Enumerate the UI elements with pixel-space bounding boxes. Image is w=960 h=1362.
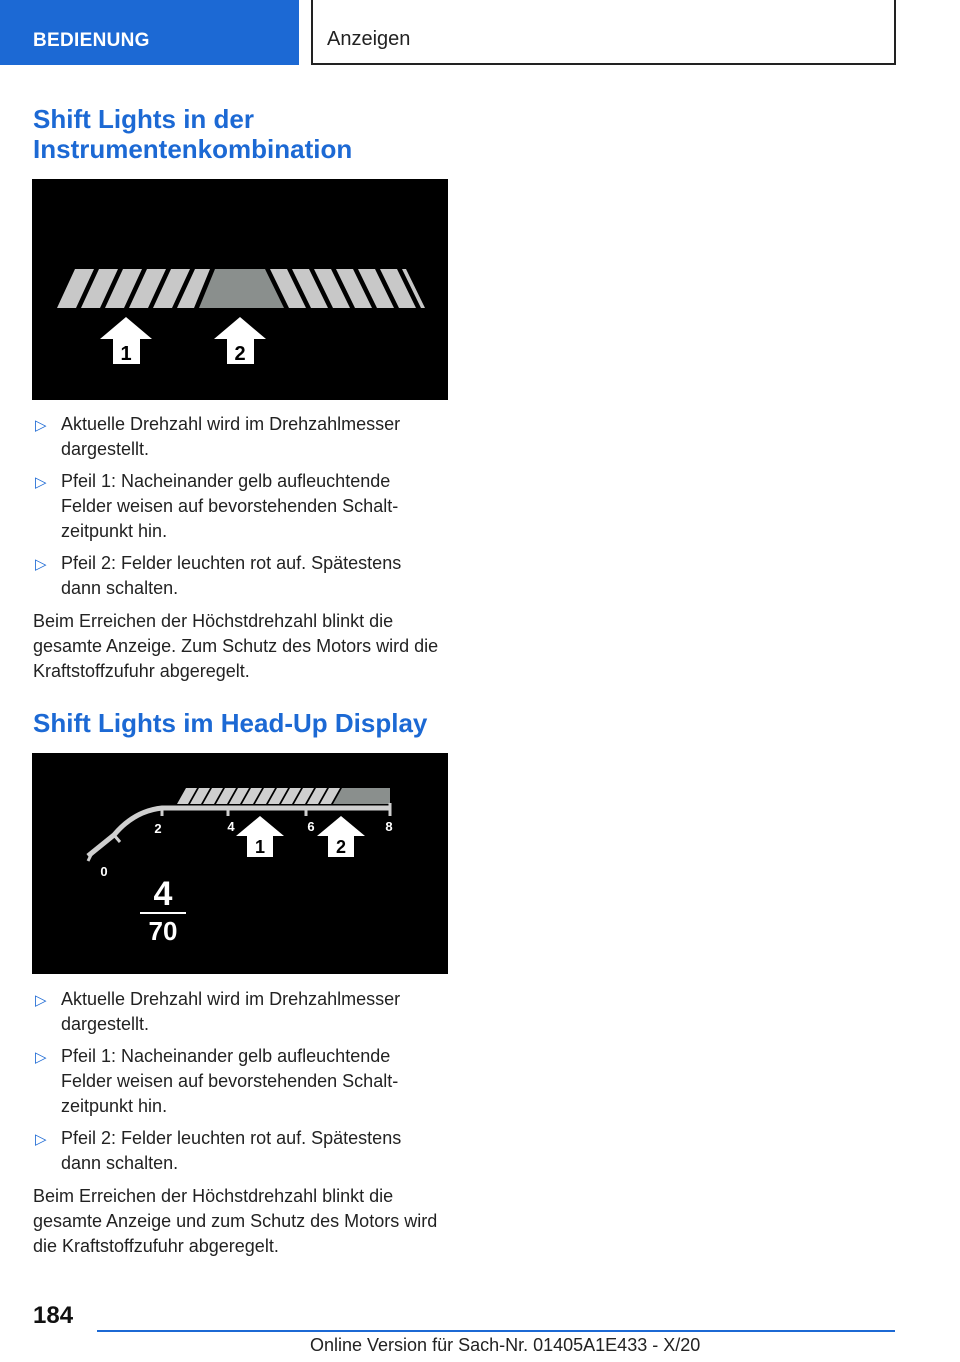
shift-lights-illustration	[32, 179, 448, 400]
hud-gear-value: 4	[153, 875, 173, 913]
header-section-label: BEDIENUNG	[33, 30, 150, 51]
scale-label-8: 8	[385, 819, 393, 834]
section2-paragraph: Beim Erreichen der Höchstdrehzahl blinkt die gesamte Anzeige und zum Schutz des Motors wird die Kraftstoffzufuhr abgeregelt.	[33, 1186, 438, 1256]
header-section-tab	[0, 0, 299, 65]
triangle-bullet-icon: ▷	[35, 992, 47, 1009]
header-chapter-box	[311, 0, 896, 65]
triangle-bullet-icon: ▷	[35, 474, 47, 491]
section1-paragraph: Beim Erreichen der Höchstdrehzahl blinkt die gesamte Anzeige. Zum Schutz des Motors wird die Kraftstoffzufuhr abgeregelt.	[33, 611, 439, 681]
section2-bullet-list	[33, 987, 443, 1183]
instrument-cluster-figure	[32, 179, 448, 400]
scale-label-2: 2	[154, 821, 162, 836]
list-item: ▷ Aktuelle Drehzahl wird im Drehzahlmesser dargestellt.	[35, 414, 401, 459]
triangle-bullet-icon: ▷	[35, 417, 47, 434]
triangle-bullet-icon: ▷	[35, 1049, 47, 1066]
scale-label-6: 6	[307, 819, 315, 834]
footer-text: Online Version für Sach-Nr. 01405A1E433 - X/20	[310, 1335, 701, 1355]
hud-shift-lights-illustration	[32, 753, 448, 974]
list-item: ▷ Pfeil 2: Felder leuchten rot auf. Spätestens dann schalten.	[35, 1128, 402, 1173]
scale-label-0: 0	[100, 864, 108, 879]
list-item: ▷ Pfeil 1: Nacheinander gelb aufleuchtende Felder weisen auf bevorstehenden Schaltzeitpunkt hin.	[35, 1046, 399, 1116]
header-chapter-label: Anzeigen	[327, 28, 411, 50]
hud-arrow-2-label: 2	[335, 837, 347, 857]
list-item: ▷ Aktuelle Drehzahl wird im Drehzahlmesser dargestellt.	[35, 989, 401, 1034]
list-item: ▷ Pfeil 2: Felder leuchten rot auf. Spätestens dann schalten.	[35, 553, 402, 598]
section2-title: Shift Lights im Head-Up Display	[33, 708, 428, 738]
triangle-bullet-icon: ▷	[35, 556, 47, 573]
head-up-display-figure	[32, 753, 448, 974]
shift-light-segments	[57, 269, 425, 308]
arrow-2-label: 2	[234, 343, 246, 365]
triangle-bullet-icon: ▷	[35, 1131, 47, 1148]
scale-label-4: 4	[227, 819, 235, 834]
section1-bullet-list	[33, 412, 443, 608]
footer-rule	[97, 1330, 895, 1332]
list-item: ▷ Pfeil 1: Nacheinander gelb aufleuchtende Felder weisen auf bevorstehenden Schaltzeitpunkt hin.	[35, 471, 399, 541]
hud-segments	[177, 788, 390, 804]
page-number: 184	[33, 1302, 74, 1329]
section1-title: Shift Lights in der Instrumentenkombination	[33, 104, 353, 164]
hud-arrow-1-label: 1	[254, 837, 266, 857]
hud-speed-value: 70	[148, 916, 178, 946]
arrow-1-label: 1	[120, 343, 132, 365]
